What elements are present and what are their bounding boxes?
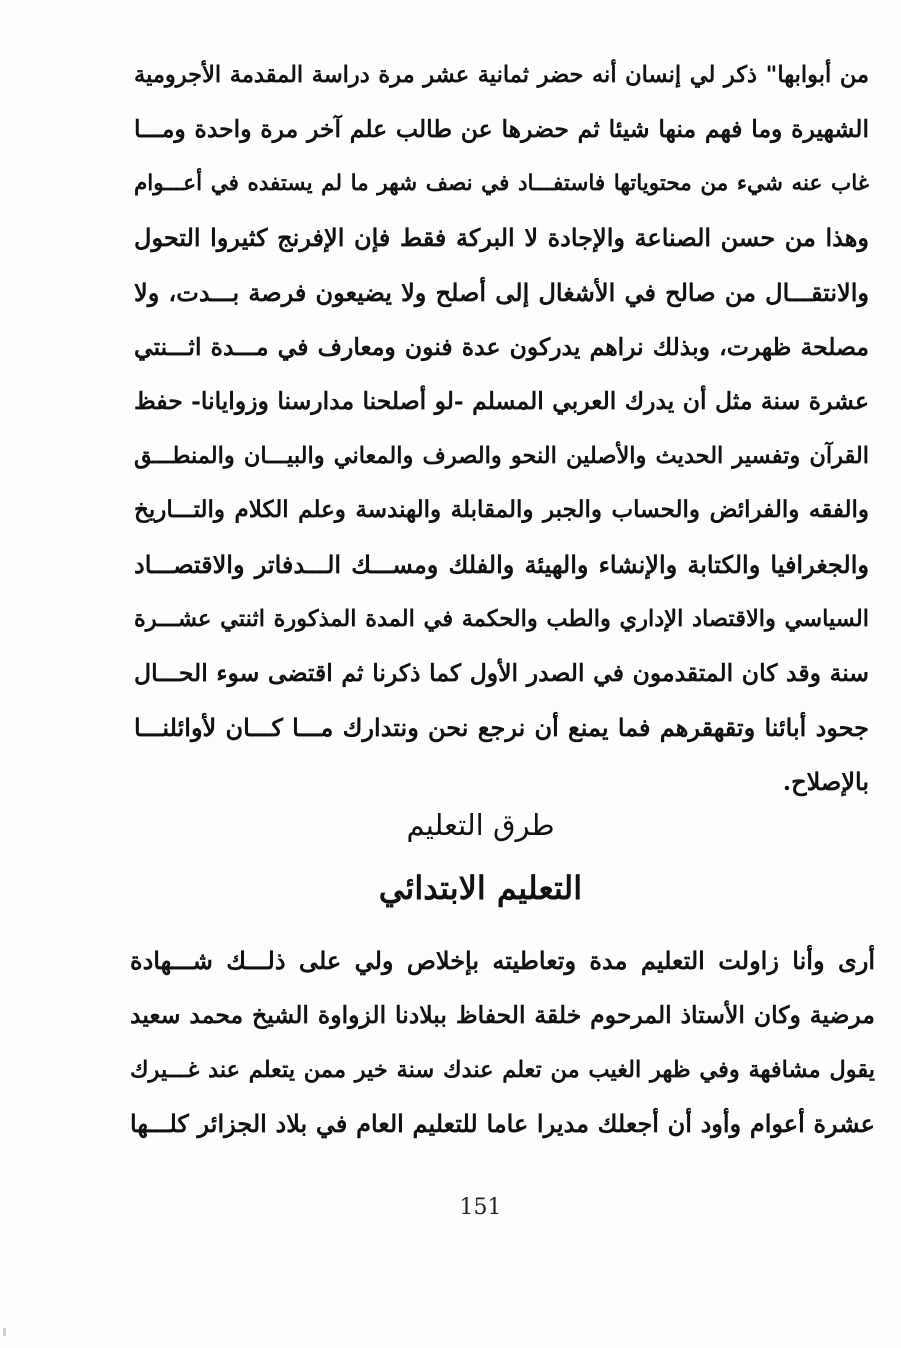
page-number: 151 xyxy=(459,1195,502,1220)
text-line: القرآن وتفسير الحديث والأصلين النحو والصرف والمعاني والبيـــان والمنطـــق xyxy=(134,442,869,469)
text-line: عشرة أعوام وأود أن أجعلك مديرا عاما للتعليم العام في بلاد الجزائر كلـــها xyxy=(130,1109,875,1139)
section-heading: طرق التعليم xyxy=(406,808,555,842)
text-line: جحود أبائنا وتقهقرهم فما يمنع أن نرجع نحن ونتدارك مـــا كـــان لأوائلنـــا xyxy=(134,712,869,742)
scan-edge-mark xyxy=(3,1328,6,1336)
text-line: والانتقـــال من صالح في الأشغال إلى أصلح ولا يضيعون فرصة بـــدت، ولا xyxy=(134,277,869,307)
text-line: غاب عنه شيء من محتوياتها فاستفـــاد في نصف شهر ما لم يستفده في أعـــوام xyxy=(134,170,869,196)
paragraph-2 xyxy=(130,934,875,1152)
text-line: بالإصلاح. xyxy=(782,767,869,797)
text-line: وهذا من حسن الصناعة والإجادة لا البركة فقط فإن الإفرنج كثيروا التحول xyxy=(134,223,869,253)
text-line: مرضية وكان الأستاذ المرحوم خلقة الحفاظ ببلادنا الزواوة الشيخ محمد سعيد xyxy=(130,1001,875,1030)
text-line: من أبوابها" ذكر لي إنسان أنه حضر ثمانية عشر مرة دراسة المقدمة الأجرومية xyxy=(134,62,869,88)
text-line: والفقه والفرائض والحساب والجبر والمقابلة والهندسة وعلم الكلام والتـــاريخ xyxy=(134,496,869,524)
text-line: عشرة سنة مثل أن يدرك العربي المسلم -لو أصلحنا مدارسنا وزوايانا- حفظ xyxy=(134,387,869,416)
text-line: الشهيرة وما فهم منها شيئا ثم حضرها عن طالب علم آخر مرة واحدة ومـــا xyxy=(134,115,869,144)
text-line: يقول مشافهة وفي ظهر الغيب من تعلم عندك سنة خير ممن يتعلم عند غـــيرك xyxy=(130,1056,875,1083)
paragraph-1 xyxy=(134,48,869,809)
text-line: مصلحة ظهرت، وبذلك نراهم يدركون عدة فنون ومعارف في مـــدة اثـــنتي xyxy=(134,332,869,361)
text-line: السياسي والاقتصاد الإداري والطب والحكمة في المدة المذكورة اثنتي عشـــرة xyxy=(134,605,869,632)
text-line: سنة وقد كان المتقدمون في الصدر الأول كما ذكرنا ثم اقتضى سوء الحـــال xyxy=(134,659,869,688)
subheading: التعليم الابتدائي xyxy=(378,869,583,907)
text-line: والجغرافيا والكتابة والإنشاء والهيئة والفلك ومســـك الـــدفاتر والاقتصـــاد xyxy=(134,549,869,579)
text-line: أرى وأنا زاولت التعليم مدة وتعاطيته بإخلاص ولي على ذلـــك شـــهادة xyxy=(130,946,875,975)
